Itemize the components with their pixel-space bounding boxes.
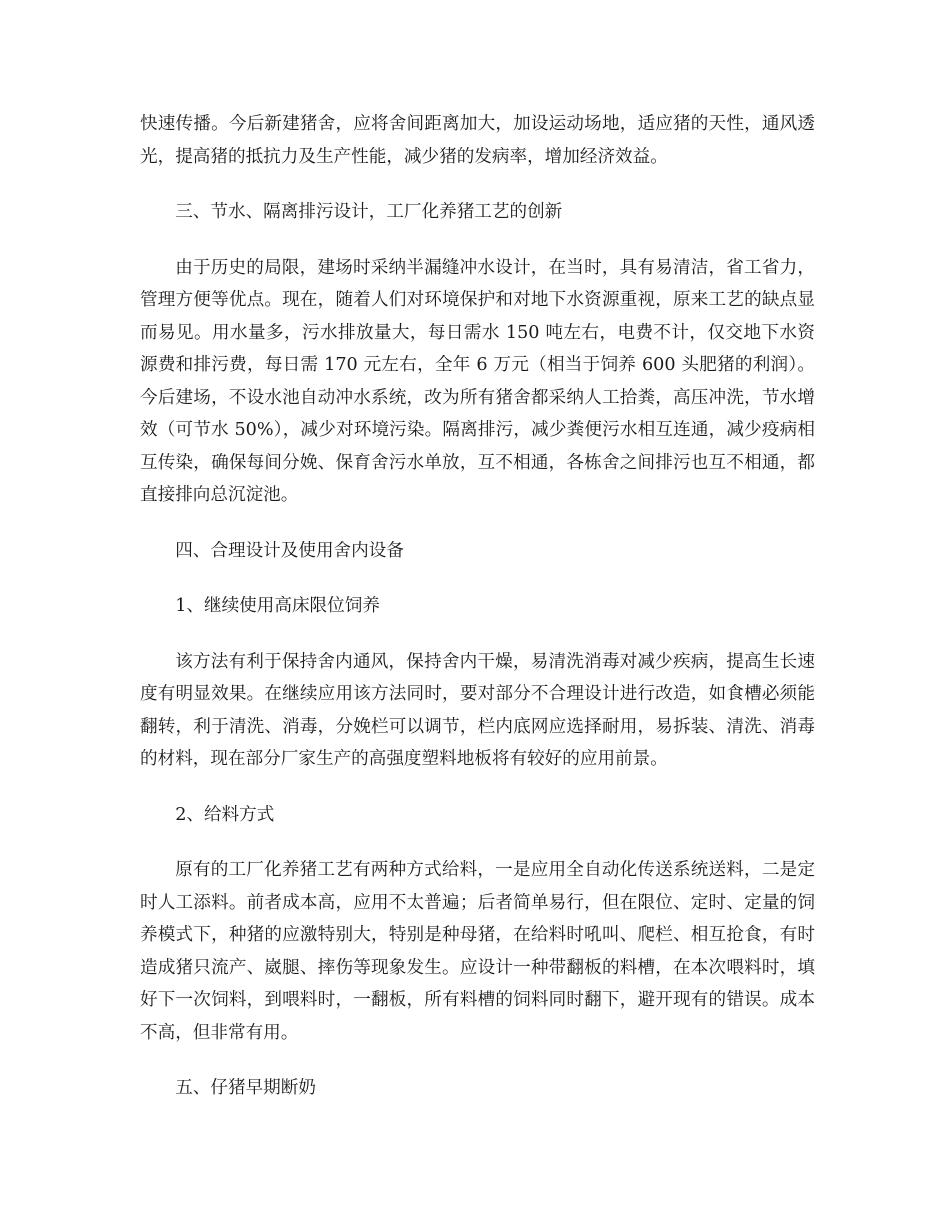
subsection-heading-2: 2、给料方式 [175, 804, 275, 825]
paragraph-intro: 快速传播。今后新建猪舍，应将舍间距离加大，加设运动场地，适应猪的天性，通风透光，提高猪的抵抗力及生产性能，减少猪的发病率，增加经济效益。 [140, 114, 815, 167]
subsection-heading-1: 1、继续使用高床限位饲养 [175, 596, 380, 616]
paragraph-high-bed: 该方法有利于保持舍内通风，保持舍内干燥，易清洗消毒对减少疾病，提高生长速度有明显效果。在继续应用该方法同时，要对部分不合理设计进行改造，如食槽必须能翻转，利于清洗、消毒，分娩栏可以调节，栏内底网应选择耐用，易拆装、清洗、消毒的材料，现在部分厂家生产的高强度塑料地板将有较好的应用前景。 [140, 651, 815, 769]
section-heading-4: 四、合理设计及使用舍内设备 [175, 540, 404, 561]
paragraph-water-saving: 由于历史的局限，建场时采纳半漏缝冲水设计，在当时，具有易清洁，省工省力，管理方便等优点。现在，随着人们对环境保护和对地下水资源重视，原来工艺的缺点显而易见。用水量多，污水排放量大，每日需水 150 吨左右，电费不计，仅交地下水资源费和排污费，每日需 170 元左右，全年 6 万元（相当于饲养 600 头肥猪的利润）。今后建场，不设水池自动冲水系统，改为所有猪舍都采纳人工拾粪，高压冲洗，节水增效（可节水 50%），减少对环境污染。隔离排污，减少粪便污水相互连通，减少疫病相互传染，确保每间分娩、保育舍污水单放，互不相通，各栋舍之间排污也互不相通，都直接排向总沉淀池。 [140, 257, 815, 505]
section-heading-3: 三、节水、隔离排污设计，工厂化养猪工艺的创新 [175, 202, 563, 222]
document-body [140, 108, 815, 1128]
section-heading-5: 五、仔猪早期断奶 [175, 1078, 316, 1098]
paragraph-feeding: 原有的工厂化养猪工艺有两种方式给料，一是应用全自动化传送系统送料，二是定时人工添料。前者成本高，应用不太普遍；后者简单易行，但在限位、定时、定量的饲养模式下，种猪的应激特别大，特别是种母猪，在给料时吼叫、爬栏、相互抢食，有时造成猪只流产、崴腿、摔伤等现象发生。应设计一种带翻板的料槽，在本次喂料时，填好下一次饲料，到喂料时，一翻板，所有料槽的饲料同时翻下，避开现有的错误。成本不高，但非常有用。 [140, 860, 815, 1043]
